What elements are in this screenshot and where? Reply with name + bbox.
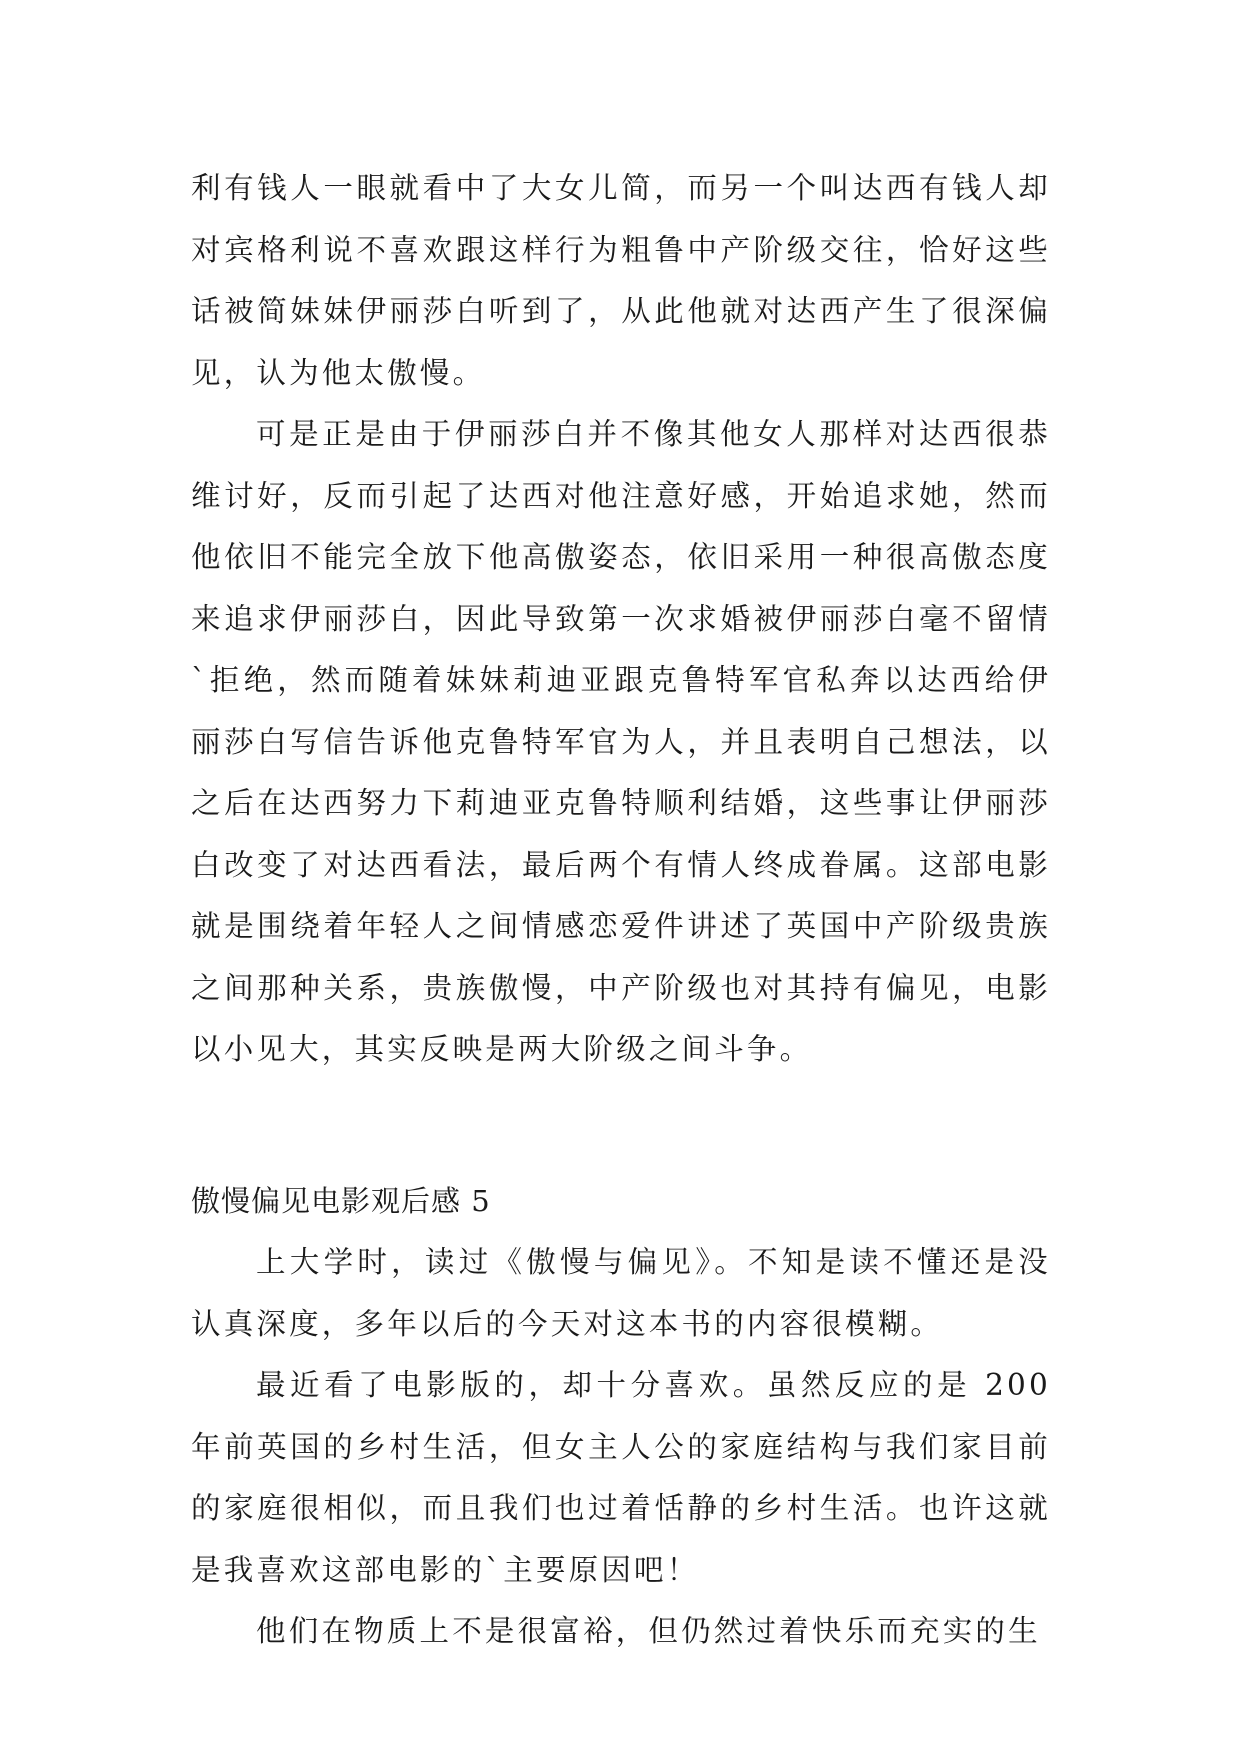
paragraph: 上大学时，读过《傲慢与偏见》。不知是读不懂还是没认真深度，多年以后的今天对这本书的内容很模糊。: [191, 1245, 1051, 1341]
section-heading: 傲慢偏见电影观后感 5: [191, 1183, 491, 1218]
document-body: [191, 158, 1051, 1663]
paragraph: 最近看了电影版的，却十分喜欢。虽然反应的是 200 年前英国的乡村生活，但女主人公的家庭结构与我们家目前的家庭很相似，而且我们也过着恬静的乡村生活。也许这就是我喜欢这部电影的`主要原因吧！: [191, 1368, 1051, 1587]
paragraph: 他们在物质上不是很富裕，但仍然过着快乐而充实的生: [256, 1614, 1041, 1648]
paragraph-continued: 利有钱人一眼就看中了大女儿简，而另一个叫达西有钱人却对宾格利说不喜欢跟这样行为粗鲁中产阶级交往，恰好这些话被简妹妹伊丽莎白听到了，从此他就对达西产生了很深偏见，认为他太傲慢。: [191, 171, 1051, 390]
paragraph: 可是正是由于伊丽莎白并不像其他女人那样对达西很恭维讨好，反而引起了达西对他注意好感，开始追求她，然而他依旧不能完全放下他高傲姿态，依旧采用一种很高傲态度来追求伊丽莎白，因此导致第一次求婚被伊丽莎白毫不留情`拒绝，然而随着妹妹莉迪亚跟克鲁特军官私奔以达西给伊丽莎白写信告诉他克鲁特军官为人，并且表明自己想法，以之后在达西努力下莉迪亚克鲁特顺利结婚，这些事让伊丽莎白改变了对达西看法，最后两个有情人终成眷属。这部电影就是围绕着年轻人之间情感恋爱件讲述了英国中产阶级贵族之间那种关系，贵族傲慢，中产阶级也对其持有偏见，电影以小见大，其实反映是两大阶级之间斗争。: [191, 417, 1051, 1066]
